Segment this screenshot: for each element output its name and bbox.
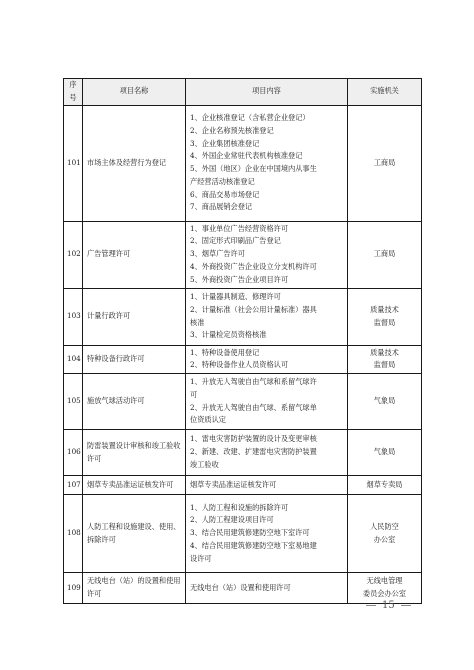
item-name: 特种设备行政许可 (83, 345, 186, 374)
table-body (64, 105, 422, 604)
content-line: 1、人防工程和设施的拆除许可 (190, 502, 289, 512)
page-footer (360, 600, 417, 611)
agency-line: 人民防空 (370, 521, 399, 531)
content-line: 烟草专卖品准运证核发许可 (190, 479, 277, 489)
item-content (186, 573, 348, 604)
item-name: 无线电台（站）的设置和使用许可 (83, 573, 186, 604)
content-line: 2、新建、改建、扩建雷电灾害防护装置 (190, 447, 317, 457)
content-line: 可 (190, 389, 198, 399)
row-number: 106 (64, 430, 83, 476)
agency-line: 气象局 (373, 447, 396, 457)
content-line: 2、固定形式印刷品广告登记 (190, 236, 281, 246)
row-number: 109 (64, 573, 83, 604)
header-agency: 实施机关 (348, 79, 422, 106)
item-content (186, 288, 348, 345)
content-line: 核准 (190, 317, 205, 327)
content-line: 2、升放无人驾驶自由气球、系留气球单 (190, 402, 317, 412)
footer-dash-left (366, 605, 376, 606)
implementing-agency (348, 221, 422, 288)
content-line: 设许可 (190, 553, 212, 563)
item-name: 广告管理许可 (83, 221, 186, 288)
header-content: 项目内容 (186, 79, 348, 106)
item-content (186, 430, 348, 476)
row-number: 107 (64, 476, 83, 495)
item-content (186, 105, 348, 221)
item-name: 市场主体及经营行为登记 (83, 105, 186, 221)
content-line: 3、烟草广告许可 (190, 249, 245, 259)
content-line: 1、升放无人驾驶自由气球和系留气球许 (190, 377, 317, 387)
item-name: 施放气球活动许可 (83, 374, 186, 430)
item-content (186, 476, 348, 495)
content-line: 3、结合民用建筑修建防空地下室许可 (190, 528, 310, 538)
table-row (64, 221, 422, 288)
content-line: 1、计量器具制造、修理许可 (190, 291, 281, 301)
row-number: 105 (64, 374, 83, 430)
content-line: 5、外商投资广告企业项目许可 (190, 274, 289, 284)
agency-line: 监督局 (373, 317, 396, 327)
content-line: 1、事业单位广告经营资格许可 (190, 223, 289, 233)
table-row (64, 288, 422, 345)
row-number: 108 (64, 495, 83, 573)
row-number: 104 (64, 345, 83, 374)
item-content (186, 345, 348, 374)
agency-line: 委员会办公室 (362, 589, 407, 599)
header-name: 项目名称 (83, 79, 186, 106)
row-number: 102 (64, 221, 83, 288)
agency-line: 质量技术 (370, 347, 399, 357)
table-row (64, 345, 422, 374)
footer-dash-right (401, 605, 411, 606)
content-line: 位资质认定 (190, 415, 226, 425)
agency-line: 质量技术 (370, 304, 399, 314)
table-row (64, 495, 422, 573)
content-line: 7、商品展销会登记 (190, 202, 253, 212)
agency-line: 无线电管理 (366, 576, 403, 586)
content-line: 3、计量检定员资格核准 (190, 330, 267, 340)
item-name: 烟草专卖品准运证核发许可 (83, 476, 186, 495)
agency-line: 办公室 (373, 534, 396, 544)
table-row (64, 105, 422, 221)
table-header-row (64, 79, 422, 106)
content-line: 2、计量标准（社会公用计量标准）器具 (190, 304, 317, 314)
agency-line: 监督局 (373, 360, 396, 370)
content-line: 产经营活动核准登记 (190, 176, 255, 186)
content-line: 4、外商投资广告企业设立分支机构许可 (190, 261, 317, 271)
content-line: 4、结合民用建筑修建防空地下室易地建 (190, 541, 317, 551)
page-number: 15 (382, 600, 395, 611)
agency-line: 工商局 (373, 157, 396, 167)
content-line: 1、企业核准登记（含私营企业登记） (190, 112, 310, 122)
table-row (64, 476, 422, 495)
item-content (186, 221, 348, 288)
table-row (64, 374, 422, 430)
content-line: 1、雷电灾害防护装置的设计及变更审核 (190, 434, 317, 444)
permit-table (63, 78, 422, 604)
content-line: 5、外国（地区）企业在中国境内从事生 (190, 164, 317, 174)
agency-line: 工商局 (373, 249, 396, 259)
agency-line: 烟草专卖局 (366, 479, 403, 489)
content-line: 竣工验收 (190, 460, 219, 470)
content-line: 3、企业集团核准登记 (190, 138, 260, 148)
item-content (186, 495, 348, 573)
table-row (64, 430, 422, 476)
content-line: 无线电台（站）设置和使用许可 (190, 582, 291, 592)
implementing-agency (348, 288, 422, 345)
implementing-agency (348, 476, 422, 495)
content-line: 4、外国企业常驻代表机构核准登记 (190, 151, 303, 161)
content-line: 2、企业名称预先核准登记 (190, 125, 274, 135)
implementing-agency (348, 345, 422, 374)
item-name: 计量行政许可 (83, 288, 186, 345)
agency-line: 气象局 (373, 396, 396, 406)
item-content (186, 374, 348, 430)
row-number: 101 (64, 105, 83, 221)
item-name: 人防工程和设施建设、使用、拆除许可 (83, 495, 186, 573)
content-line: 2、特种设备作业人员资格认可 (190, 360, 289, 370)
implementing-agency (348, 105, 422, 221)
item-name: 防雷装置设计审核和竣工验收许可 (83, 430, 186, 476)
implementing-agency (348, 495, 422, 573)
content-line: 6、商品交易市场登记 (190, 189, 260, 199)
content-line: 2、人防工程建设项目许可 (190, 515, 274, 525)
header-num: 序号 (64, 79, 83, 106)
content-line: 1、特种设备使用登记 (190, 347, 260, 357)
implementing-agency (348, 430, 422, 476)
implementing-agency (348, 374, 422, 430)
row-number: 103 (64, 288, 83, 345)
